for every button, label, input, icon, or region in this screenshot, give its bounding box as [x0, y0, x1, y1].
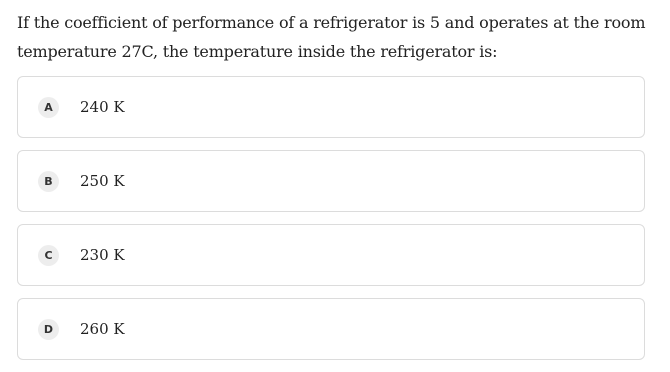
option-c[interactable] [17, 224, 645, 286]
option-a[interactable] [17, 76, 645, 138]
question-text: If the coefficient of performance of a refrigerator is 5 and operates at the room temperature 27C, the temperature inside the refrigerator is: [17, 13, 646, 61]
option-label: 260 K [80, 320, 125, 338]
option-b[interactable] [17, 150, 645, 212]
options-list [17, 76, 645, 372]
option-label: 250 K [80, 172, 125, 190]
option-letter-badge: B [38, 171, 59, 192]
option-label: 240 K [80, 98, 125, 116]
option-letter-badge: A [38, 97, 59, 118]
option-letter-badge: C [38, 245, 59, 266]
option-letter-badge: D [38, 319, 59, 340]
option-d[interactable] [17, 298, 645, 360]
option-label: 230 K [80, 246, 125, 264]
